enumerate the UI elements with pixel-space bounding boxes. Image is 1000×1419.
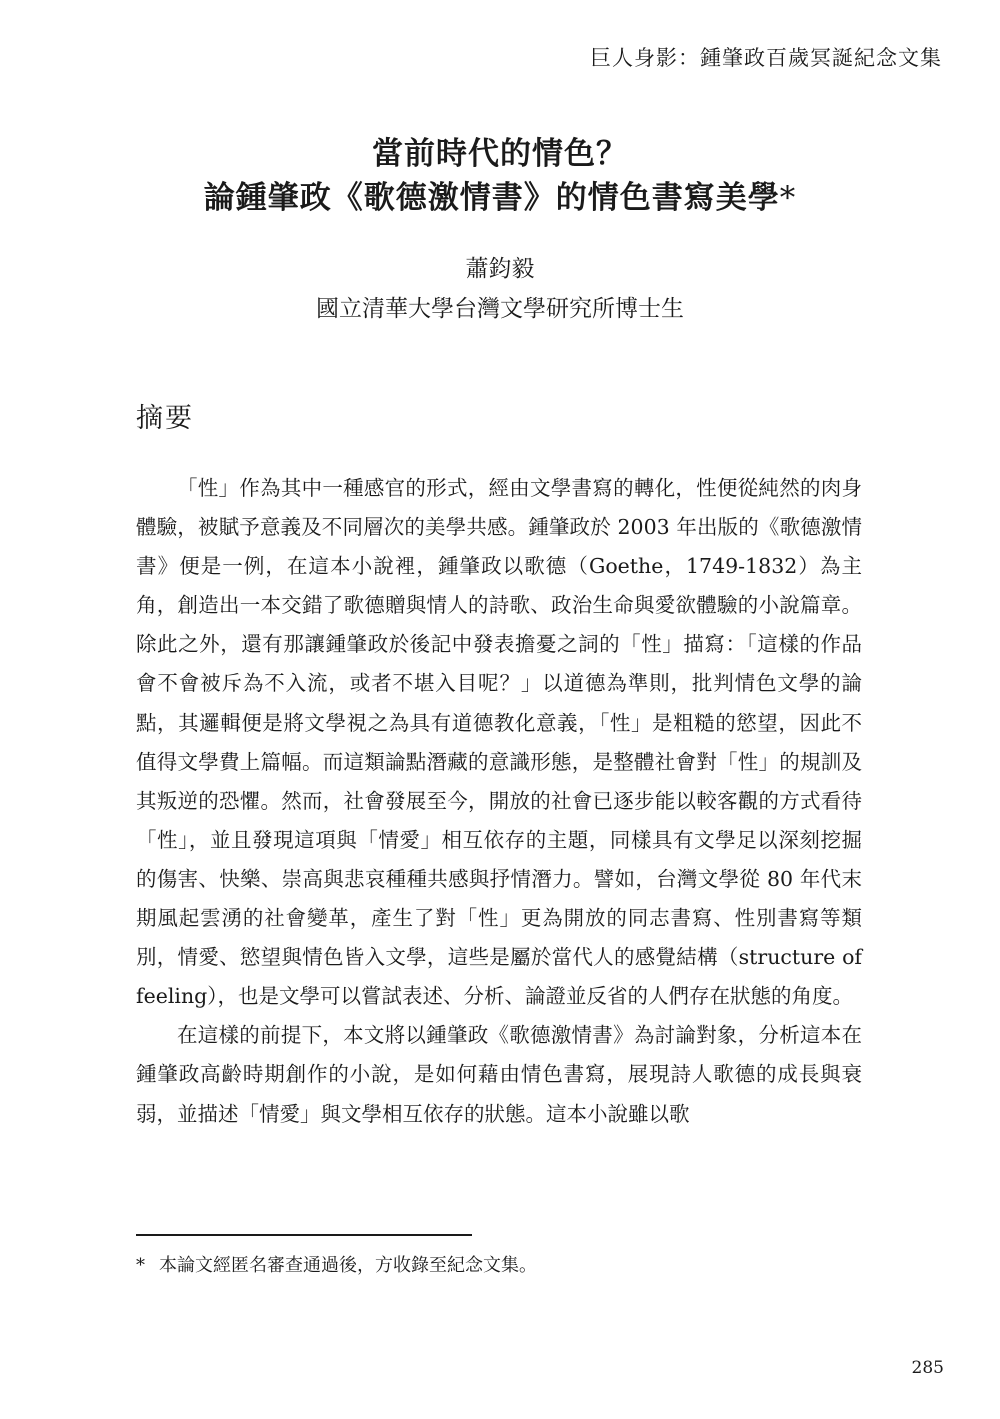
abstract-body [136, 469, 862, 1134]
abstract-paragraph-1: 「性」作為其中一種感官的形式，經由文學書寫的轉化，性便從純然的肉身體驗，被賦予意義及不同層次的美學共感。鍾肇政於 2003 年出版的《歌德激情書》便是一例，在這本小說裡，鍾肇政以歌德（Goethe，1749-1832）為主角，創造出一本交錯了歌德贈與情人的詩歌、政治生命與愛欲體驗的小說篇章。除此之外，還有那讓鍾肇政於後記中發表擔憂之詞的「性」描寫：「這樣的作品會不會被斥為不入流，或者不堪入目呢？」以道德為準則，批判情色文學的論點，其邏輯便是將文學視之為具有道德教化意義，「性」是粗糙的慾望，因此不值得文學費上篇幅。而這類論點潛藏的意識形態，是整體社會對「性」的規訓及其叛逆的恐懼。然而，社會發展至今，開放的社會已逐步能以較客觀的方式看待「性」，並且發現這項與「情愛」相互依存的主題，同樣具有文學足以深刻挖掘的傷害、快樂、崇高與悲哀種種共感與抒情潛力。譬如，台灣文學從 80 年代末期風起雲湧的社會變革，產生了對「性」更為開放的同志書寫、性別書寫等類別，情愛、慾望與情色皆入文學，這些是屬於當代人的感覺結構（structure of feeling），也是文學可以嘗試表述、分析、論證並反省的人們存在狀態的角度。 [136, 476, 862, 1009]
footnote-divider [136, 1234, 472, 1236]
abstract-paragraph-2: 在這樣的前提下，本文將以鍾肇政《歌德激情書》為討論對象，分析這本在鍾肇政高齡時期創作的小說，是如何藉由情色書寫，展現詩人歌德的成長與衰弱，並描述「情愛」與文學相互依存的狀態。這本小說雖以歌 [136, 1023, 862, 1126]
title-line-2-text: 論鍾肇政《歌德激情書》的情色書寫美學 [203, 180, 780, 216]
page-number: 285 [911, 1358, 944, 1378]
author-block [0, 249, 1000, 329]
article-title [0, 132, 1000, 220]
title-footnote-mark: * [779, 180, 797, 216]
title-line-1: 當前時代的情色？ [372, 136, 628, 172]
running-header: 巨人身影：鍾肇政百歲冥誕紀念文集 [590, 46, 942, 70]
author-name: 蕭鈞毅 [465, 256, 535, 282]
footnote-text: 本論文經匿名審查通過後，方收錄至紀念文集。 [159, 1255, 537, 1276]
footnote-mark: * [136, 1255, 145, 1276]
abstract-heading: 摘要 [136, 403, 194, 434]
title-line-2 [0, 176, 1000, 220]
footnote [136, 1251, 537, 1277]
author-affiliation: 國立清華大學台灣文學研究所博士生 [316, 296, 684, 322]
